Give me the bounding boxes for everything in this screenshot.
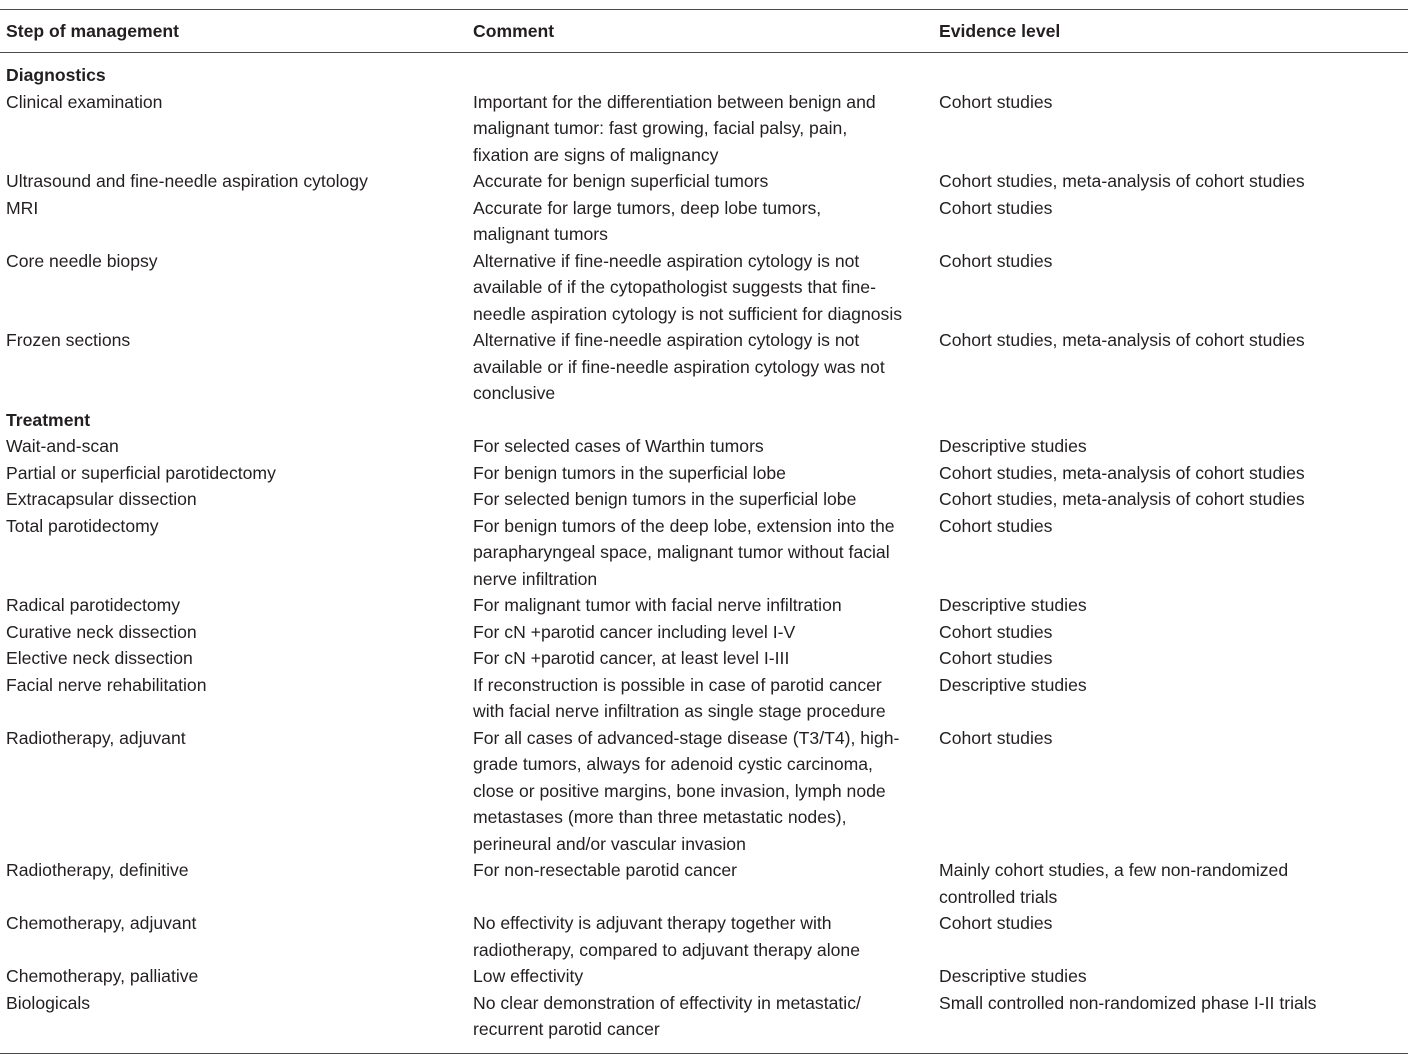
comment-line: Alternative if fine-needle aspiration cytology is not	[473, 250, 860, 271]
evidence-line: Cohort studies, meta-analysis of cohort studies	[939, 489, 1305, 509]
cell-comment	[467, 619, 933, 646]
section-heading: Treatment	[6, 409, 91, 430]
cell-comment	[467, 592, 933, 619]
evidence-line: Descriptive studies	[939, 595, 1087, 615]
cell-step: Chemotherapy, palliative	[6, 966, 199, 986]
evidence-line: Cohort studies, meta-analysis of cohort studies	[939, 330, 1305, 350]
cell-step: Facial nerve rehabilitation	[6, 674, 207, 695]
evidence-line: Cohort studies	[939, 91, 1053, 112]
evidence-line: Cohort studies, meta-analysis of cohort studies	[939, 171, 1305, 191]
table-row	[0, 910, 1408, 963]
table-row	[0, 168, 1408, 195]
cell-comment	[467, 672, 933, 725]
cell-step: MRI	[6, 197, 39, 218]
table-row	[0, 248, 1408, 328]
cell-comment	[467, 963, 933, 990]
evidence-line: Small controlled non-randomized phase I-II trials	[939, 992, 1317, 1013]
header-comment: Comment	[473, 20, 555, 41]
cell-step: Frozen sections	[6, 330, 131, 350]
evidence-line: Cohort studies	[939, 197, 1053, 218]
table-row	[0, 725, 1408, 858]
header-step: Step of management	[6, 20, 180, 41]
comment-line: For cN +parotid cancer including level I-V	[473, 621, 796, 642]
cell-evidence	[933, 486, 1408, 513]
comment-line: conclusive	[473, 383, 556, 403]
table-row	[0, 513, 1408, 593]
cell-step: Curative neck dissection	[6, 621, 197, 642]
comment-line: available of if the cytopathologist suggests that fine-	[473, 277, 876, 297]
cell-comment	[467, 857, 933, 910]
comment-line: If reconstruction is possible in case of parotid cancer	[473, 674, 882, 695]
comment-line: needle aspiration cytology is not sufficient for diagnosis	[473, 303, 903, 324]
comment-line: metastases (more than three metastatic nodes),	[473, 807, 847, 827]
cell-comment	[467, 645, 933, 672]
table-row	[0, 963, 1408, 990]
table-bottom-rule	[0, 1053, 1408, 1054]
cell-comment	[467, 990, 933, 1043]
section-heading: Diagnostics	[6, 65, 106, 85]
table-header-row	[0, 10, 1408, 53]
table-row	[0, 619, 1408, 646]
cell-comment	[467, 486, 933, 513]
cell-step: Radical parotidectomy	[6, 595, 181, 615]
comment-line: Low effectivity	[473, 966, 584, 986]
cell-step: Extracapsular dissection	[6, 489, 197, 509]
cell-step: Clinical examination	[6, 91, 163, 112]
cell-evidence	[933, 910, 1408, 963]
cell-evidence	[933, 248, 1408, 328]
evidence-line: Cohort studies	[939, 621, 1053, 642]
comment-line: For cN +parotid cancer, at least level I-III	[473, 648, 790, 668]
cell-comment	[467, 433, 933, 460]
cell-evidence	[933, 990, 1408, 1043]
cell-evidence	[933, 460, 1408, 487]
comment-line: Accurate for benign superficial tumors	[473, 171, 769, 191]
table-body	[0, 53, 1408, 1053]
cell-evidence	[933, 857, 1408, 910]
cell-evidence	[933, 327, 1408, 407]
comment-line: nerve infiltration	[473, 568, 598, 589]
cell-step: Ultrasound and fine-needle aspiration cytology	[6, 171, 368, 191]
comment-line: available or if fine-needle aspiration cytology was not	[473, 356, 885, 377]
comment-line: For selected benign tumors in the superficial lobe	[473, 489, 857, 509]
cell-step: Chemotherapy, adjuvant	[6, 913, 197, 933]
table-row	[0, 857, 1408, 910]
cell-step: Total parotidectomy	[6, 515, 159, 536]
cell-evidence	[933, 89, 1408, 169]
evidence-line: Cohort studies, meta-analysis of cohort studies	[939, 462, 1305, 483]
comment-line: malignant tumors	[473, 224, 608, 244]
cell-evidence	[933, 168, 1408, 195]
evidence-line: Mainly cohort studies, a few non-randomized	[939, 860, 1289, 880]
comment-line: close or positive margins, bone invasion, lymph node	[473, 780, 886, 801]
cell-evidence	[933, 645, 1408, 672]
header-evidence: Evidence level	[939, 20, 1061, 41]
cell-evidence	[933, 433, 1408, 460]
cell-step: Radiotherapy, adjuvant	[6, 727, 186, 748]
table-row	[0, 672, 1408, 725]
evidence-line: Cohort studies	[939, 727, 1053, 748]
cell-evidence	[933, 672, 1408, 725]
comment-line: grade tumors, always for adenoid cystic carcinoma,	[473, 754, 873, 774]
table-row	[0, 592, 1408, 619]
table-row	[0, 990, 1408, 1043]
table-row	[0, 460, 1408, 487]
cell-step: Elective neck dissection	[6, 648, 193, 668]
cell-evidence	[933, 513, 1408, 593]
evidence-line: controlled trials	[939, 886, 1058, 907]
comment-line: For malignant tumor with facial nerve infiltration	[473, 595, 842, 615]
comment-line: Important for the differentiation between benign and	[473, 91, 876, 112]
cell-evidence	[933, 619, 1408, 646]
comment-line: perineural and/or vascular invasion	[473, 833, 746, 854]
table-row	[0, 433, 1408, 460]
comment-line: For non-resectable parotid cancer	[473, 860, 738, 880]
comment-line: recurrent parotid cancer	[473, 1019, 660, 1039]
evidence-line: Cohort studies	[939, 913, 1053, 933]
comment-line: parapharyngeal space, malignant tumor without facial	[473, 542, 890, 562]
cell-comment	[467, 168, 933, 195]
cell-step: Partial or superficial parotidectomy	[6, 462, 276, 483]
cell-comment	[467, 195, 933, 248]
evidence-line: Descriptive studies	[939, 436, 1087, 456]
comment-line: For selected cases of Warthin tumors	[473, 436, 764, 456]
comment-line: For benign tumors of the deep lobe, extension into the	[473, 515, 895, 536]
comment-line: malignant tumor: fast growing, facial palsy, pain,	[473, 118, 848, 138]
comment-line: Alternative if fine-needle aspiration cytology is not	[473, 330, 860, 350]
cell-step: Biologicals	[6, 992, 91, 1013]
cell-evidence	[933, 195, 1408, 248]
table-row	[0, 645, 1408, 672]
comment-line: No effectivity is adjuvant therapy together with	[473, 913, 832, 933]
table-row	[0, 327, 1408, 407]
table-row	[0, 486, 1408, 513]
cell-comment	[467, 513, 933, 593]
comment-line: For benign tumors in the superficial lobe	[473, 462, 786, 483]
comment-line: fixation are signs of malignancy	[473, 144, 719, 165]
cell-step: Core needle biopsy	[6, 250, 158, 271]
cell-comment	[467, 725, 933, 858]
cell-step: Radiotherapy, definitive	[6, 860, 189, 880]
table-row	[0, 195, 1408, 248]
comment-line: Accurate for large tumors, deep lobe tumors,	[473, 197, 822, 218]
cell-evidence	[933, 592, 1408, 619]
comment-line: with facial nerve infiltration as single stage procedure	[473, 701, 886, 721]
evidence-line: Descriptive studies	[939, 674, 1087, 695]
cell-evidence	[933, 725, 1408, 858]
cell-comment	[467, 910, 933, 963]
evidence-line: Cohort studies	[939, 648, 1053, 668]
cell-comment	[467, 89, 933, 169]
evidence-line: Cohort studies	[939, 250, 1053, 271]
cell-step: Wait-and-scan	[6, 436, 119, 456]
evidence-line: Descriptive studies	[939, 966, 1087, 986]
cell-comment	[467, 460, 933, 487]
comment-line: radiotherapy, compared to adjuvant therapy alone	[473, 939, 860, 960]
cell-comment	[467, 248, 933, 328]
cell-comment	[467, 327, 933, 407]
evidence-line: Cohort studies	[939, 515, 1053, 536]
evidence-table	[0, 9, 1408, 1054]
table-row	[0, 89, 1408, 169]
cell-evidence	[933, 963, 1408, 990]
comment-line: No clear demonstration of effectivity in metastatic/	[473, 992, 861, 1013]
comment-line: For all cases of advanced-stage disease (T3/T4), high-	[473, 727, 900, 748]
